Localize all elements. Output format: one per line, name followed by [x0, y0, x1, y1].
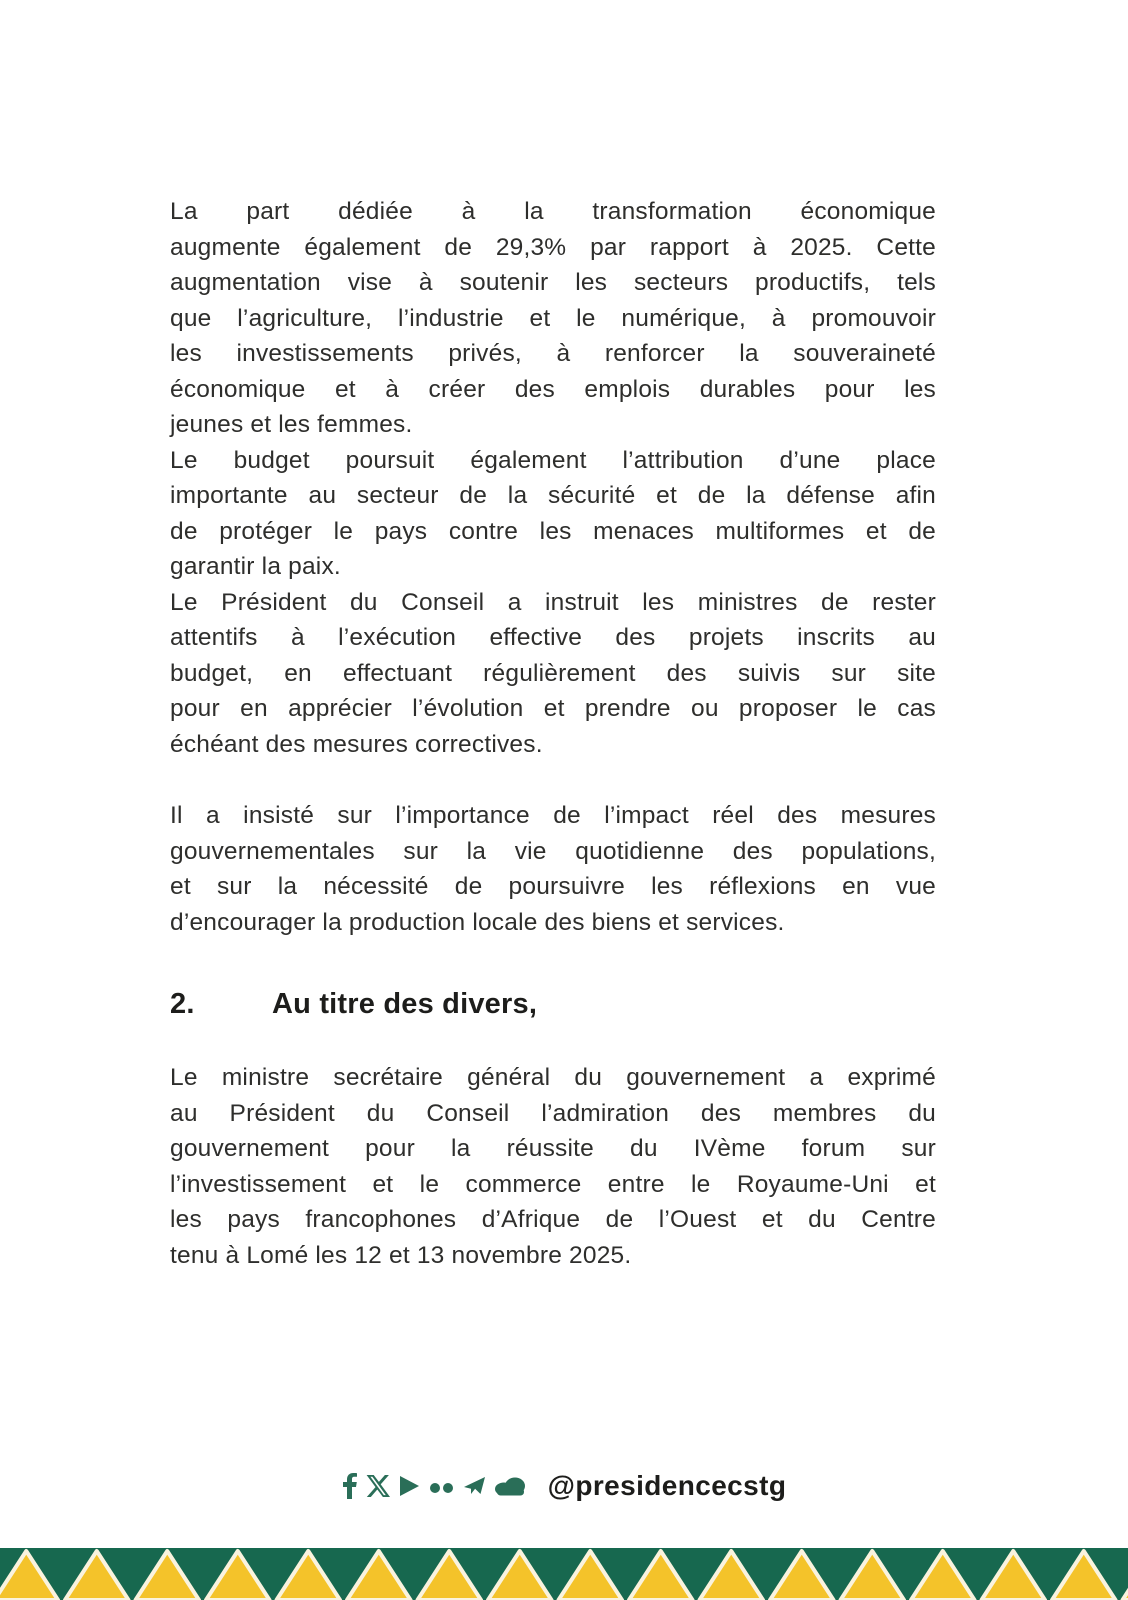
body-paragraph	[170, 798, 936, 940]
paragraph-line: Le Président du Conseil a instruit les ministres de rester	[170, 588, 936, 616]
section-heading	[170, 986, 936, 1022]
paragraph-line: les pays francophones d’Afrique de l’Ouest et du Centre	[170, 1206, 936, 1233]
paragraph-line: Il a insisté sur l’importance de l’impact réel des mesures	[170, 802, 936, 829]
facebook-icon	[342, 1473, 357, 1499]
paragraph-line: augmente également de 29,3% par rapport à 2025. Cette	[170, 233, 936, 261]
footer-social-row	[0, 1464, 1128, 1508]
body-paragraph	[170, 194, 936, 443]
paragraph-line: d’encourager la production locale des biens et services.	[170, 908, 785, 936]
decorative-triangle-band	[0, 1548, 1128, 1600]
paragraph-line: budget, en effectuant régulièrement des suivis sur site	[170, 659, 936, 687]
paragraph-line: Le ministre secrétaire général du gouvernement a exprimé	[170, 1064, 936, 1091]
paragraph-line: augmentation vise à soutenir les secteurs productifs, tels	[170, 269, 936, 296]
paragraph-line: garantir la paix.	[170, 553, 341, 580]
paragraph-line: jeunes et les femmes.	[170, 411, 413, 438]
cloud-icon	[494, 1475, 527, 1497]
paragraph-line: au Président du Conseil l’admiration des membres du	[170, 1099, 936, 1127]
x-twitter-icon	[366, 1475, 390, 1497]
paragraph-line: que l’agriculture, l’industrie et le numérique, à promouvoir	[170, 304, 936, 332]
paragraph-line: de protéger le pays contre les menaces multiformes et de	[170, 517, 936, 545]
paragraph-line: pour en apprécier l’évolution et prendre ou proposer le cas	[170, 695, 936, 722]
paragraph-line: gouvernement pour la réussite du IVème forum sur	[170, 1135, 936, 1162]
paragraph-line: importante au secteur de la sécurité et de la défense afin	[170, 482, 936, 509]
paragraph-line: et sur la nécessité de poursuivre les réflexions en vue	[170, 873, 936, 900]
body-paragraph	[170, 585, 936, 763]
paragraph-line: échéant des mesures correctives.	[170, 730, 543, 758]
paragraph-line: Le budget poursuit également l’attribution d’une place	[170, 446, 936, 474]
paragraph-line: La part dédiée à la transformation économique	[170, 198, 936, 225]
body-paragraph	[170, 443, 936, 585]
section-number: 2.	[170, 988, 195, 1020]
paper-plane-icon	[464, 1475, 485, 1497]
paragraph-line: l’investissement et le commerce entre le Royaume-Uni et	[170, 1170, 936, 1198]
paragraph-line: gouvernementales sur la vie quotidienne des populations,	[170, 837, 936, 865]
play-icon	[399, 1475, 420, 1497]
paragraph-line: les investissements privés, à renforcer la souveraineté	[170, 340, 936, 367]
paragraph-line: économique et à créer des emplois durables pour les	[170, 375, 936, 403]
body-paragraph	[170, 1060, 936, 1273]
paragraph-line: tenu à Lomé les 12 et 13 novembre 2025.	[170, 1241, 632, 1269]
section-title: Au titre des divers,	[272, 988, 538, 1020]
paragraph-line: attentifs à l’exécution effective des projets inscrits au	[170, 624, 936, 651]
flickr-dots-icon	[429, 1475, 455, 1497]
document-body	[170, 194, 936, 1273]
social-handle: @presidencecstg	[547, 1470, 787, 1501]
